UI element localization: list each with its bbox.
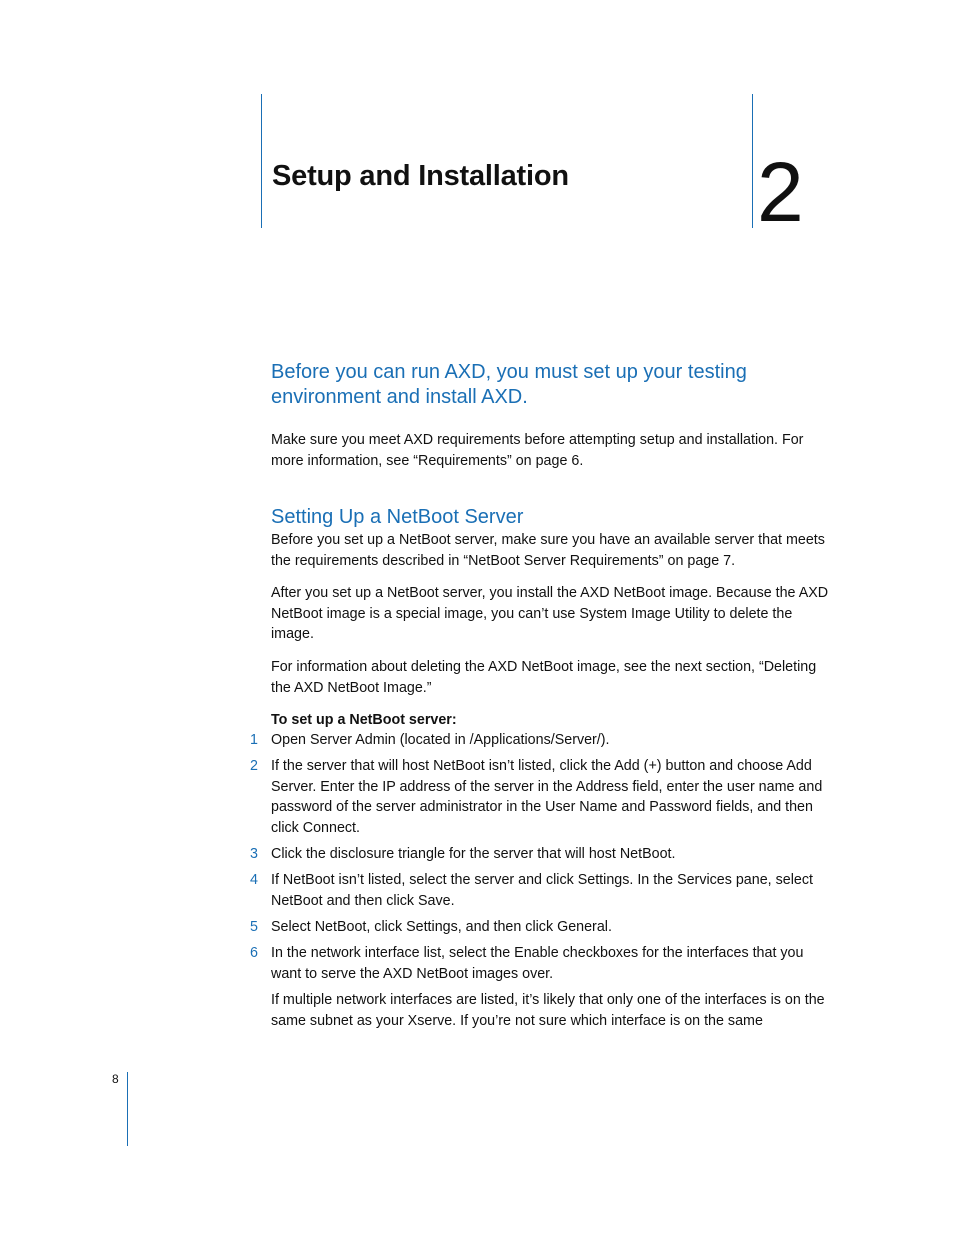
chapter-number: 2 xyxy=(757,145,804,239)
step-text: If the server that will host NetBoot isn’t listed, click the Add (+) button and choose Add Server. Enter the IP address of the server in the Address field, enter the user name and password of the server administrator in the User Name and Password fields, and then click Connect. xyxy=(271,758,823,836)
section-heading: Setting Up a NetBoot Server xyxy=(271,506,524,528)
procedure-continuation: If multiple network interfaces are listed, it’s likely that only one of the interfaces is on the same subnet as your Xserve. If you’re not sure which interface is on the same xyxy=(271,992,825,1029)
step-number: 3 xyxy=(250,846,258,862)
chapter-title-rule xyxy=(261,94,262,228)
footer-rule xyxy=(127,1072,128,1146)
section-paragraph-2: After you set up a NetBoot server, you install the AXD NetBoot image. Because the AXD NetBoot image is a special image, you can’t use System Image Utility to delete the image. xyxy=(271,585,829,642)
chapter-title: Setup and Installation xyxy=(272,160,569,192)
step-number: 6 xyxy=(250,945,258,961)
intro-lead: Before you can run AXD, you must set up your testing environment and install AXD. xyxy=(271,361,747,408)
procedure-title: To set up a NetBoot server: xyxy=(271,712,457,728)
section-paragraph-1: Before you set up a NetBoot server, make sure you have an available server that meets the requirements described in “NetBoot Server Requirements” on page 7. xyxy=(271,532,825,569)
step-number: 4 xyxy=(250,872,258,888)
step-text: If NetBoot isn’t listed, select the server and click Settings. In the Services pane, select NetBoot and then click Save. xyxy=(271,872,813,909)
step-text: Select NetBoot, click Settings, and then click General. xyxy=(271,919,612,935)
step-number: 2 xyxy=(250,758,258,774)
intro-paragraph: Make sure you meet AXD requirements before attempting setup and installation. For more information, see “Requirements” on page 6. xyxy=(271,432,804,469)
step-text: Open Server Admin (located in /Applications/Server/). xyxy=(271,732,610,748)
step-text: Click the disclosure triangle for the server that will host NetBoot. xyxy=(271,846,676,862)
step-text: In the network interface list, select the Enable checkboxes for the interfaces that you want to serve the AXD NetBoot images over. xyxy=(271,945,804,982)
section-paragraph-3: For information about deleting the AXD NetBoot image, see the next section, “Deleting the AXD NetBoot Image.” xyxy=(271,659,817,696)
chapter-number-rule xyxy=(752,94,753,228)
page-number: 8 xyxy=(112,1072,119,1086)
step-number: 5 xyxy=(250,919,258,935)
step-number: 1 xyxy=(250,732,258,748)
